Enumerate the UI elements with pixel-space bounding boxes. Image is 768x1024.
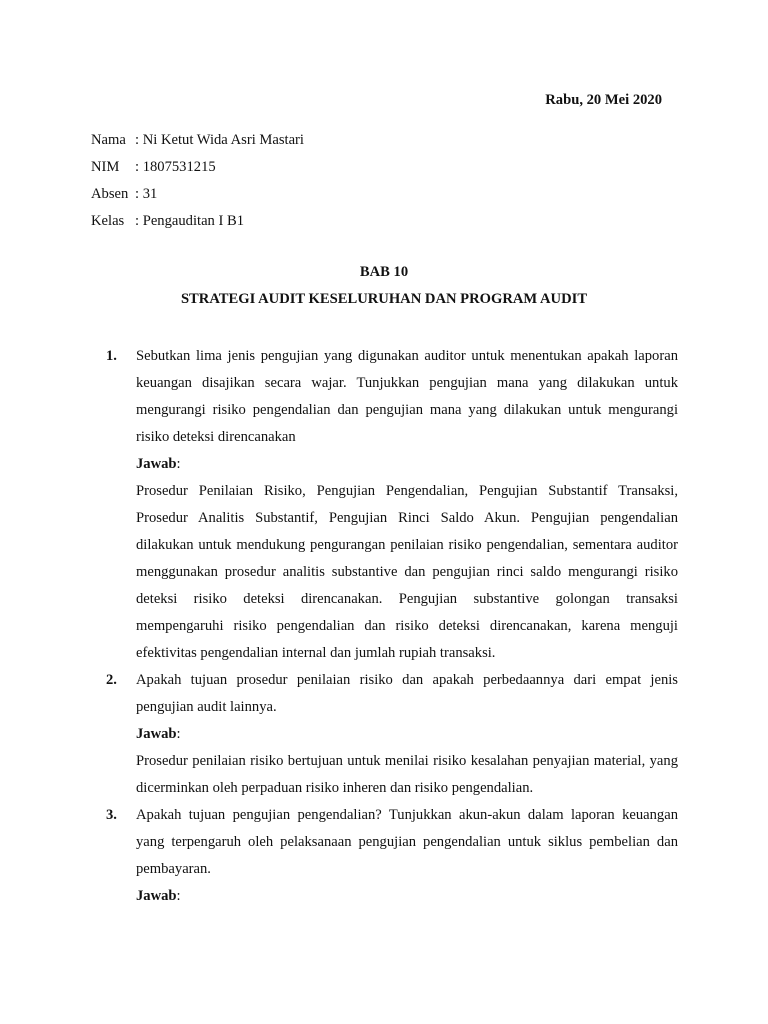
identity-label: Absen bbox=[91, 186, 129, 202]
identity-row-nama bbox=[91, 129, 304, 156]
answer-text: Prosedur Penilaian Risiko, Pengujian Pengendalian, Pengujian Substantif Transaksi, Prosedur Analitis Substantif, Pengujian Rinci Saldo Akun. Pengujian pengendalian dilakukan untuk mendukung pengurangan penilaian risiko pengendalian, sementara auditor menggunakan prosedur analitis substantive dan pengujian rinci saldo mengurangi risiko deteksi risiko deteksi direncanakan. Pengujian substantive golongan transaksi mempengaruhi risiko pengendalian dan risiko deteksi direncanakan, karena menguji efektivitas pengendalian internal dan jumlah rupiah transaksi. bbox=[136, 483, 678, 661]
identity-value: : 1807531215 bbox=[135, 159, 216, 175]
answer-label-text: Jawab bbox=[136, 888, 177, 904]
identity-value: : 31 bbox=[135, 186, 158, 202]
identity-label: Kelas bbox=[91, 213, 125, 229]
identity-row-kelas bbox=[91, 210, 304, 237]
answer-label: Jawab: bbox=[136, 888, 181, 904]
question-item bbox=[0, 667, 768, 802]
question-item bbox=[0, 802, 768, 910]
question-text: Sebutkan lima jenis pengujian yang digunakan auditor untuk menentukan apakah laporan keuangan disajikan secara wajar. Tunjukkan pengujian mana yang dilakukan untuk mengurangi risiko pengendalian dan pengujian mana yang dilakukan untuk mengurangi risiko deteksi direncanakan bbox=[136, 348, 678, 445]
answer-text: Prosedur penilaian risiko bertujuan untuk menilai risiko kesalahan penyajian material, yang dicerminkan oleh perpaduan risiko inheren dan risiko pengendalian. bbox=[136, 753, 678, 796]
student-identity bbox=[91, 129, 304, 237]
answer-label-text: Jawab bbox=[136, 726, 177, 742]
answer-label: Jawab: bbox=[136, 456, 181, 472]
document-date: Rabu, 20 Mei 2020 bbox=[545, 92, 662, 108]
question-item bbox=[0, 343, 768, 667]
question-text: Apakah tujuan prosedur penilaian risiko dan apakah perbedaannya dari empat jenis pengujian audit lainnya. bbox=[136, 672, 678, 715]
chapter-title: BAB 10 bbox=[359, 264, 409, 280]
question-number: 3. bbox=[106, 807, 117, 823]
question-list bbox=[0, 343, 768, 910]
answer-label: Jawab: bbox=[136, 726, 181, 742]
identity-label: Nama bbox=[91, 132, 126, 148]
answer-label-text: Jawab bbox=[136, 456, 177, 472]
identity-row-absen bbox=[91, 183, 304, 210]
question-number: 1. bbox=[106, 348, 117, 364]
identity-value: : Ni Ketut Wida Asri Mastari bbox=[135, 132, 304, 148]
question-number: 2. bbox=[106, 672, 117, 688]
question-text: Apakah tujuan pengujian pengendalian? Tunjukkan akun-akun dalam laporan keuangan yang terpengaruh oleh pelaksanaan pengujian pengendalian untuk siklus pembelian dan pembayaran. bbox=[136, 807, 678, 877]
identity-value: : Pengauditan I B1 bbox=[135, 213, 245, 229]
identity-label: NIM bbox=[91, 159, 120, 175]
chapter-subtitle: STRATEGI AUDIT KESELURUHAN DAN PROGRAM AUDIT bbox=[180, 291, 588, 307]
identity-row-nim bbox=[91, 156, 304, 183]
